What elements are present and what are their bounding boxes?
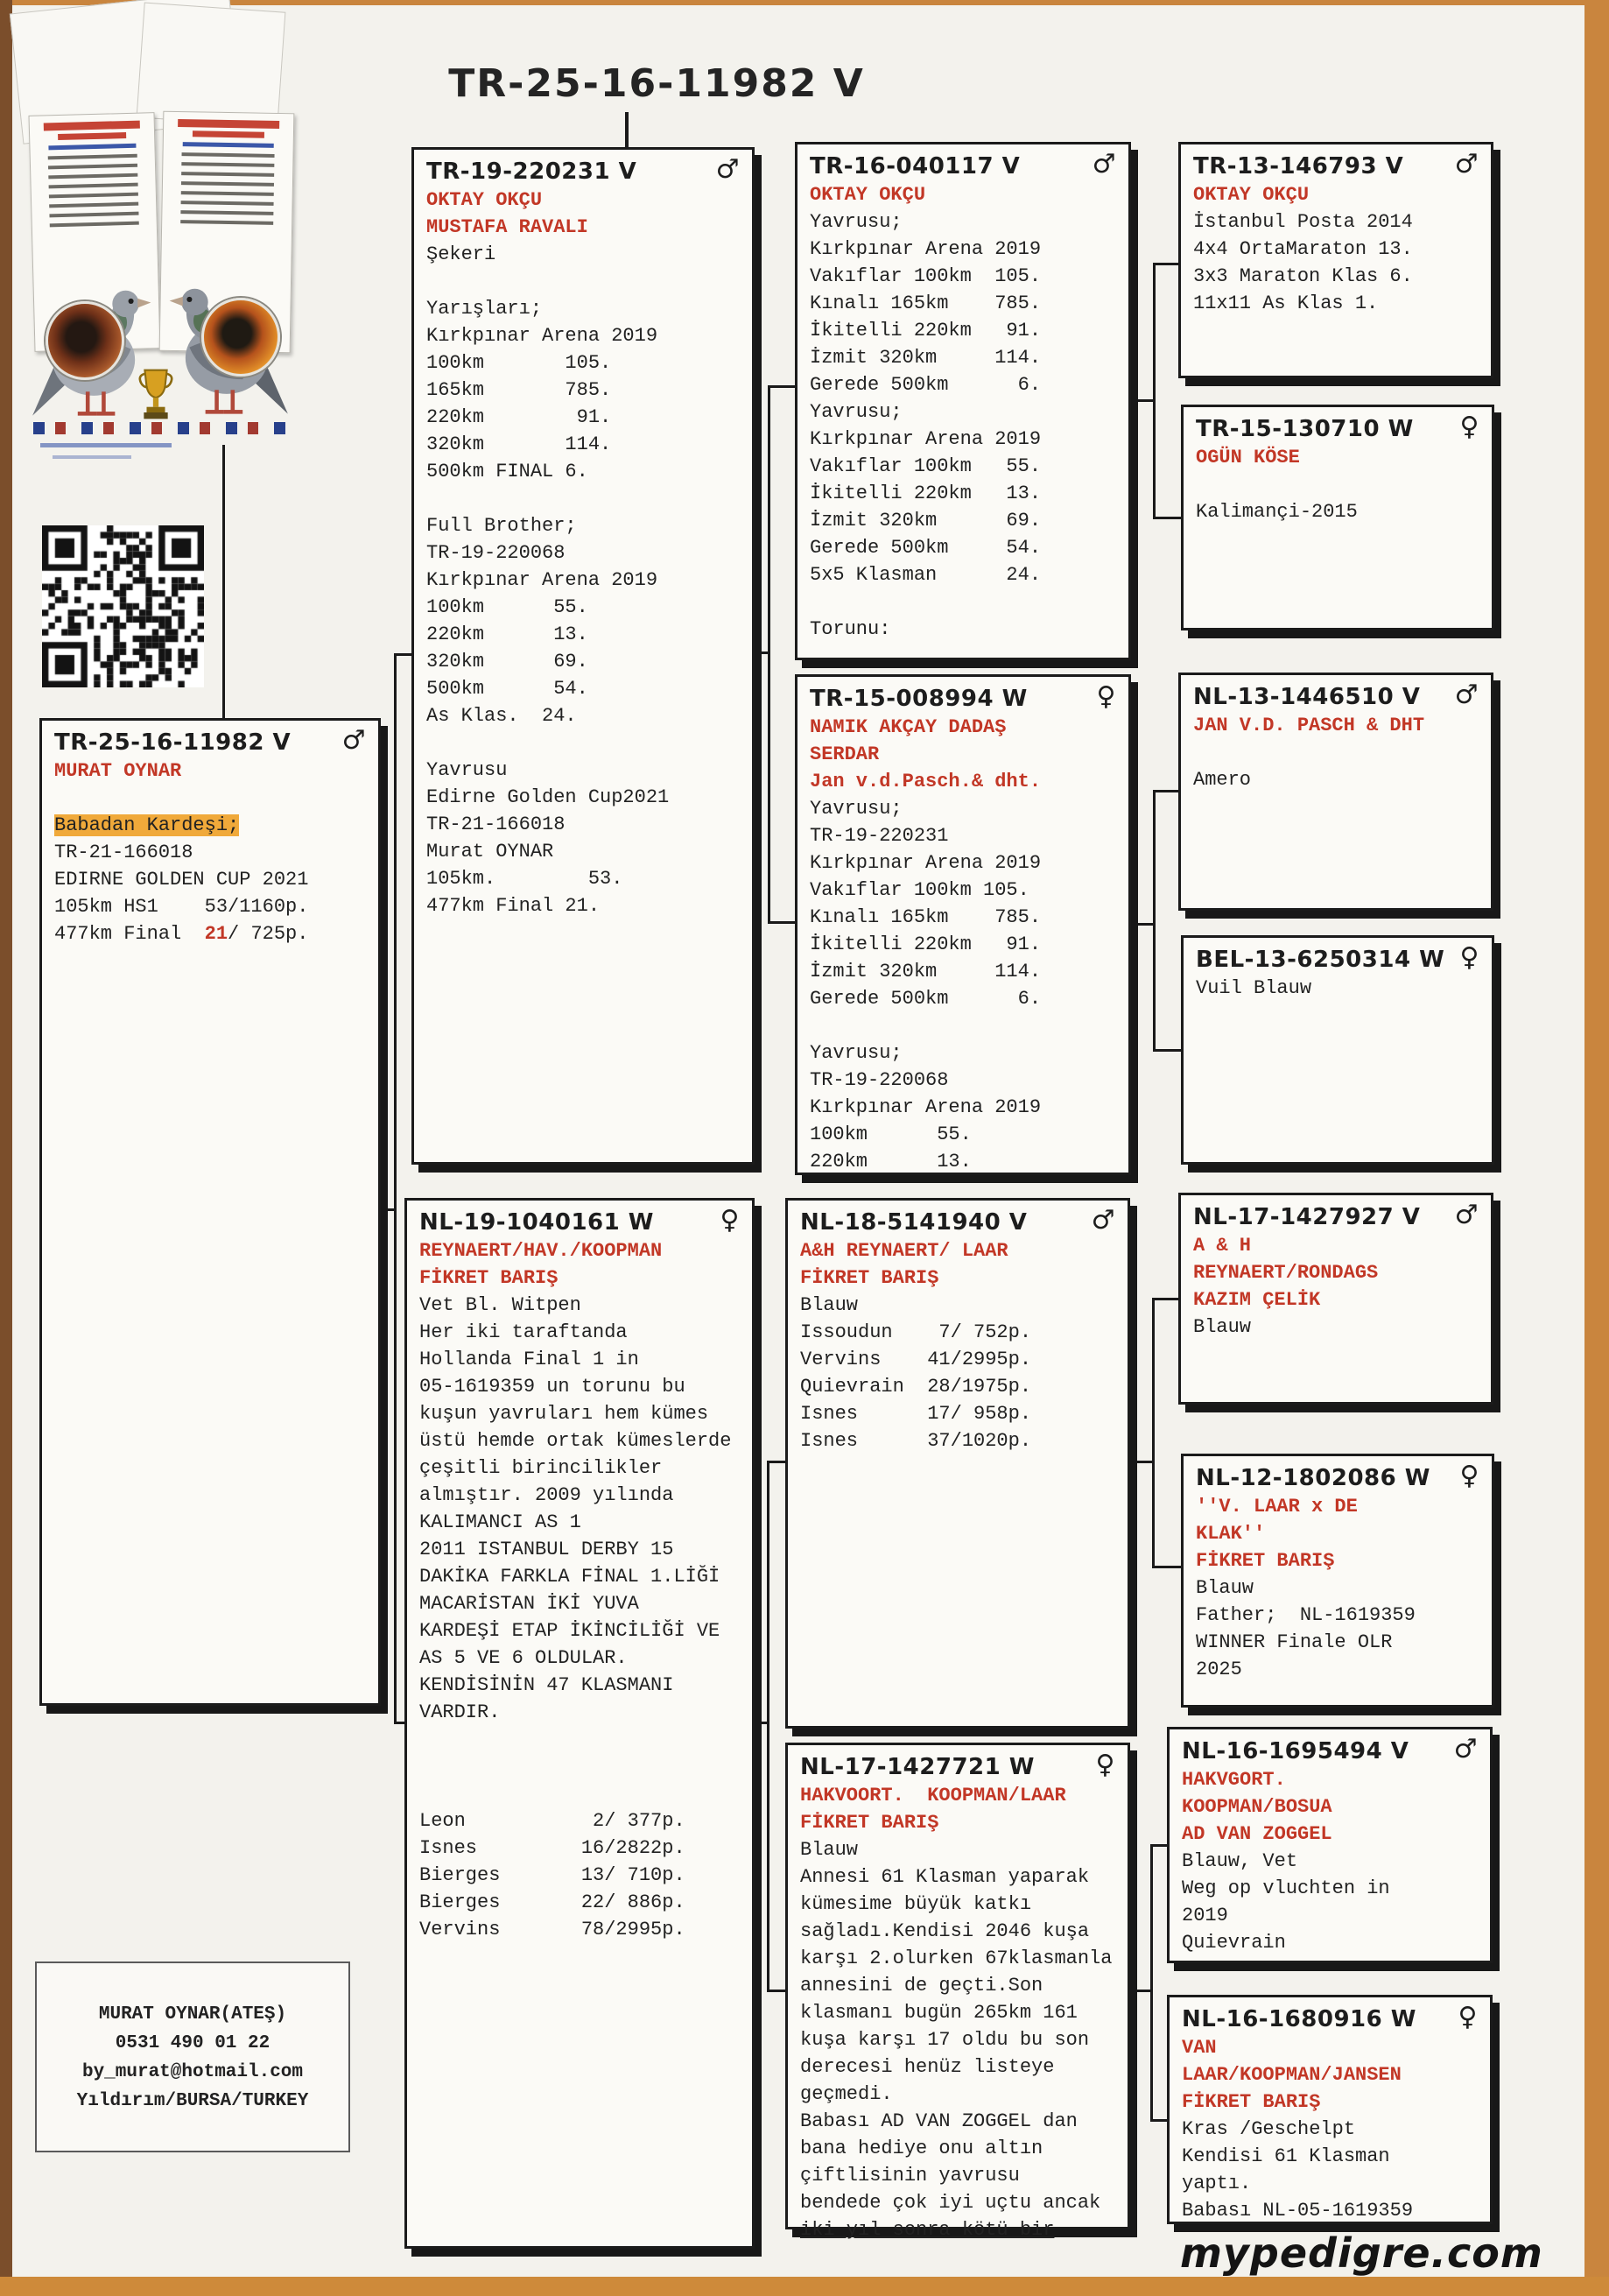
connector-line — [1152, 1566, 1182, 1568]
connector-line — [1150, 1844, 1168, 1847]
ring-code: BEL-13-6250314 W — [1196, 947, 1445, 973]
connector-line — [1152, 1298, 1155, 1567]
frame-edge-left — [0, 0, 12, 2296]
box-text: ''V. LAAR x DE KLAK'' FİKRET BARIŞ Blauw Father; NL-1619359 WINNER Finale OLR 2025 — [1196, 1496, 1416, 1680]
female-icon: ♀ — [1458, 2002, 1478, 2032]
connector-line — [1131, 923, 1155, 926]
connector-line — [1130, 1990, 1152, 1992]
connector-line — [222, 445, 225, 718]
female-icon: ♀ — [1459, 1461, 1479, 1491]
ribbon-strip — [33, 422, 289, 434]
contact-email: by_murat@hotmail.com — [81, 2062, 304, 2082]
connector-line — [1150, 2119, 1168, 2122]
connector-line — [767, 1990, 786, 1992]
pedigree-box-nl-16-1695494 — [1167, 1727, 1493, 1963]
male-icon: ♂ — [1092, 149, 1116, 180]
qr-code — [42, 525, 204, 687]
box-text: HAKVGORT. KOOPMAN/BOSUA AD VAN ZOGGEL Blauw, Vet Weg op vluchten in 2019 Quievrain — [1182, 1769, 1390, 1954]
connector-line — [767, 1461, 786, 1463]
pedigree-box-tr-15-008994 — [795, 674, 1131, 1175]
eye-closeup-left — [46, 301, 124, 380]
ring-code: TR-15-130710 W — [1196, 416, 1414, 442]
male-icon: ♂ — [715, 154, 740, 185]
connector-line — [1153, 517, 1182, 519]
frame-edge-right — [1584, 0, 1609, 2296]
pedigree-box-nl-18-5141940 — [785, 1198, 1130, 1729]
box-text: A&H REYNAERT/ LAAR FİKRET BARIŞ Blauw Issoudun 7/ 752p. Vervins 41/2995p. Quievrain 28/1975p. Isnes 17/ 958p. Isnes 37/1020p. — [800, 1240, 1032, 1452]
connector-line — [394, 653, 397, 1724]
male-icon: ♂ — [1453, 1734, 1478, 1764]
certificate-backing-card — [137, 3, 286, 128]
connector-line — [1153, 1049, 1182, 1052]
frame-edge-bottom — [0, 2277, 1609, 2296]
ring-code: TR-16-040117 V — [810, 153, 1021, 180]
pedigree-box-tr-13-146793 — [1178, 142, 1493, 378]
box-text: HAKVOORT. KOOPMAN/LAAR FİKRET BARIŞ Blauw Annesi 61 Klasman yaparak kümesime büyük katkı sağladı.Kendisi 2046 kuşa karşı 2.olurken 67klasmanla annesini de geçti.Son klasmanı bugün 265km 161 kuşa karşı 17 oldu bu son derecesi henüz listeye geçmedi. Babası AD VAN ZOGGEL dan bana hediye onu altın çiftlisinin yavrusu bendede çok iyi uçtu ancak iki yıl sonra kötü bir — [800, 1785, 1113, 2241]
pedigree-box-bel-13-6250314 — [1181, 935, 1494, 1165]
contact-name: MURAT OYNAR(ATEŞ) — [98, 2004, 287, 2025]
contact-box — [35, 1961, 350, 2152]
ring-code: TR-13-146793 V — [1193, 153, 1404, 180]
box-text: VAN LAAR/KOOPMAN/JANSEN FİKRET BARIŞ Kras /Geschelpt Kendisi 61 Klasman yaptı. Babası NL-05-1619359 — [1182, 2037, 1414, 2222]
ring-code: NL-16-1680916 W — [1182, 2006, 1416, 2032]
female-icon: ♀ — [1459, 412, 1479, 442]
pedigree-box-nl-16-1680916 — [1167, 1995, 1493, 2224]
handwriting-mark — [53, 455, 131, 459]
handwriting-mark — [40, 443, 172, 447]
connector-line — [767, 1461, 769, 1992]
ring-code: NL-17-1427721 W — [800, 1754, 1035, 1780]
male-icon: ♂ — [1454, 1200, 1479, 1230]
connector-line — [625, 112, 629, 147]
pedigree-box-tr-16-040117 — [795, 142, 1131, 660]
ring-code: NL-18-5141940 V — [800, 1209, 1028, 1236]
box-text: OKTAY OKÇU Yavrusu; Kırkpınar Arena 2019 Vakıflar 100km 105. Kınalı 165km 785. İkitelli 220km 91. İzmit 320km 114. Gerede 500km 6. Yavrusu; Kırkpınar Arena 2019 Vakıflar 100km 55. İkitelli 220km 13. İzmit 320km 69. Gerede 500km 54. 5x5 Klasman 24. Torunu: — [810, 184, 1042, 640]
pedigree-box-tr-15-130710 — [1181, 405, 1494, 630]
box-text: NAMIK AKÇAY DADAŞ SERDAR Jan v.d.Pasch.& dht. Yavrusu; TR-19-220231 Kırkpınar Arena 2019 Vakıflar 100km 105. Kınalı 165km 785. İkitelli 220km 91. İzmit 320km 114. Gerede 500km 6. Yavrusu; TR-19-220068 Kırkpınar Arena 2019 100km 55. 220km 13. — [810, 716, 1042, 1173]
male-icon: ♂ — [1454, 680, 1479, 710]
ring-code: NL-12-1802086 W — [1196, 1465, 1430, 1491]
female-icon: ♀ — [1095, 1750, 1115, 1780]
ring-code: TR-15-008994 W — [810, 686, 1028, 712]
box-text: REYNAERT/HAV./KOOPMAN FİKRET BARIŞ Vet Bl. Witpen Her iki taraftanda Hollanda Final 1 in 05-1619359 un torunu bu kuşun yavruları hem kümes üstü hemde ortak kümeslerde çeşitli birincilikler almıştır. 2009 yılında KALIMANCI AS 1 2011 ISTANBUL DERBY 15 DAKİKA FARKLA FİNAL 1.LİĞİ MACARİSTAN İKİ YUVA KARDEŞİ ETAP İKİNCİLİĞİ VE AS 5 VE 6 OLDULAR. KENDİSİNİN 47 KLASMANI VARDIR. Leon 2/ 377p. Isnes 16/2822p. Bierges 13/ 710p. Bierges 22/ 886p. Vervins 78/2995p. — [419, 1240, 732, 1940]
connector-line — [1153, 790, 1156, 1052]
box-text: A & H REYNAERT/RONDAGS KAZIM ÇELİK Blauw — [1193, 1235, 1379, 1338]
pedigree-box-subject-tr-25-16-11982 — [39, 718, 381, 1706]
contact-phone: 0531 490 01 22 — [115, 2033, 271, 2053]
trophy-icon — [137, 366, 174, 422]
pedigree-box-nl-13-1446510 — [1178, 673, 1493, 911]
male-icon: ♂ — [341, 725, 366, 756]
page-title: TR-25-16-11982 V — [448, 61, 865, 106]
ring-code: TR-19-220231 V — [426, 158, 637, 185]
male-icon: ♂ — [1454, 149, 1479, 180]
female-icon: ♀ — [720, 1205, 740, 1236]
ring-code: NL-19-1040161 W — [419, 1209, 654, 1236]
ring-code: NL-16-1695494 V — [1182, 1738, 1409, 1764]
box-text: MURAT OYNAR Babadan Kardeşi; TR-21-166018 EDIRNE GOLDEN CUP 2021 105km HS1 53/1160p. 477km Final 21/ 725p. — [54, 760, 309, 945]
eye-closeup-right — [201, 298, 280, 377]
box-text: OKTAY OKÇU MUSTAFA RAVALI Şekeri Yarışları; Kırkpınar Arena 2019 100km 105. 165km 785. 220km 91. 320km 114. 500km FINAL 6. Full Brother; TR-19-220068 Kırkpınar Arena 2019 100km 55. 220km 13. 320km 69. 500km 54. As Klas. 24. Yavrusu Edirne Golden Cup2021 TR-21-166018 Murat OYNAR 105km. 53. 477km Final 21. — [426, 189, 670, 917]
box-text: JAN V.D. PASCH & DHT Amero — [1193, 715, 1425, 791]
connector-line — [768, 385, 770, 924]
brand-watermark: mypedigre.com — [1180, 2229, 1543, 2277]
pedigree-box-sire-tr-19-220231 — [411, 147, 755, 1165]
connector-line — [1153, 790, 1179, 792]
pedigree-box-nl-12-1802086 — [1181, 1454, 1494, 1708]
pedigree-box-nl-17-1427927 — [1178, 1193, 1493, 1405]
connector-line — [768, 921, 796, 924]
female-icon: ♀ — [1096, 681, 1116, 712]
connector-line — [1153, 263, 1179, 265]
box-text: OGÜN KÖSE Kalimançi-2015 — [1196, 447, 1358, 523]
connector-line — [394, 653, 413, 656]
ring-code: NL-17-1427927 V — [1193, 1204, 1421, 1230]
ring-code: TR-25-16-11982 V — [54, 729, 292, 756]
connector-line — [768, 385, 796, 388]
male-icon: ♂ — [1091, 1205, 1115, 1236]
connector-line — [1153, 263, 1156, 518]
connector-line — [1152, 1298, 1179, 1300]
connector-line — [1131, 399, 1155, 402]
contact-address: Yıldırım/BURSA/TURKEY — [76, 2091, 309, 2111]
connector-line — [1150, 1844, 1153, 2122]
connector-line — [1130, 1461, 1154, 1463]
female-icon: ♀ — [1459, 942, 1479, 973]
ring-code: NL-13-1446510 V — [1193, 684, 1421, 710]
pedigree-box-nl-17-1427721 — [785, 1743, 1130, 2241]
box-text: OKTAY OKÇU İstanbul Posta 2014 4x4 OrtaMaraton 13. 3x3 Maraton Klas 6. 11x11 As Klas 1. — [1193, 184, 1413, 314]
box-text: Vuil Blauw — [1196, 977, 1312, 999]
pedigree-box-dam-nl-19-1040161 — [404, 1198, 755, 2249]
